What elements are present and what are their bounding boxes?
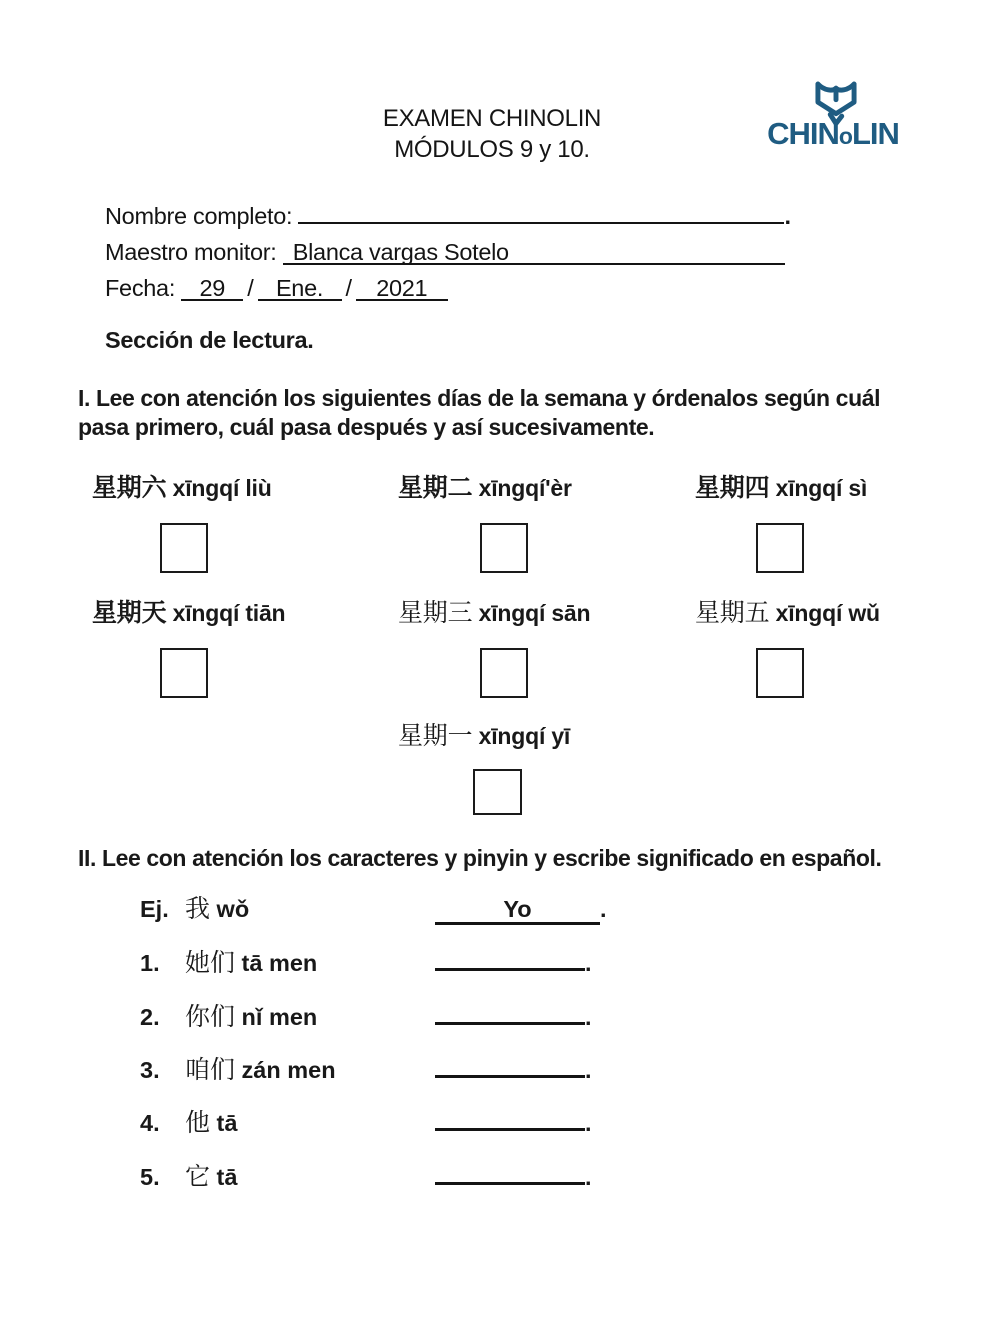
day-hanzi: 星期四: [695, 474, 770, 502]
item-number: 4.: [140, 1110, 160, 1136]
day-hanzi: 星期二: [398, 474, 473, 502]
translate-item-row: [140, 996, 920, 1033]
day-label: [92, 593, 285, 629]
item-number: 2.: [140, 1004, 160, 1030]
day-label: [398, 593, 590, 629]
translate-item-row: [140, 1156, 920, 1193]
day-cell-sunday: [92, 593, 285, 698]
logo-wordmark: [748, 118, 918, 152]
day-pinyin: xīngqí'èr: [478, 475, 572, 501]
item-answer-line[interactable]: [435, 1156, 585, 1185]
day-hanzi: 星期一: [398, 722, 473, 750]
order-answer-box[interactable]: [473, 769, 522, 815]
date-separator-2: /: [345, 275, 352, 301]
day-label: [92, 468, 272, 504]
logo-text-o: o: [838, 123, 852, 149]
date-separator-1: /: [247, 275, 254, 301]
item-period: .: [585, 950, 592, 976]
order-answer-box[interactable]: [480, 523, 528, 573]
day-cell-tuesday: [398, 468, 572, 573]
day-cell-thursday: [695, 468, 867, 573]
title-line-1: EXAMEN CHINOLIN: [382, 105, 602, 132]
date-label: Fecha:: [105, 275, 176, 301]
item-term: [185, 1157, 435, 1193]
order-answer-box[interactable]: [756, 523, 804, 573]
day-label: [695, 593, 880, 629]
item-pinyin: zán men: [241, 1057, 336, 1083]
item-pinyin: tā men: [241, 950, 318, 976]
day-label: [398, 716, 570, 752]
item-pinyin: nǐ men: [241, 1004, 318, 1030]
item-pinyin: tā: [216, 1164, 238, 1190]
example-term: [185, 889, 435, 925]
item-answer-line[interactable]: [435, 942, 585, 971]
item-term: [185, 1103, 435, 1139]
section1-instructions: I. Lee con atención los siguientes días de la semana y órdenalos según cuál pasa primero, cuál pasa después y así sucesivamente.: [78, 385, 881, 440]
item-answer-line[interactable]: [435, 1102, 585, 1131]
teacher-input-line[interactable]: Blanca vargas Sotelo: [283, 239, 785, 265]
translate-item-row: [140, 942, 920, 979]
example-hanzi: 我: [185, 895, 211, 923]
name-input-line[interactable]: [298, 198, 784, 224]
day-label: [695, 468, 867, 504]
day-hanzi: 星期五: [695, 599, 770, 627]
item-pinyin: tā: [216, 1110, 238, 1136]
example-label: Ej.: [140, 896, 169, 922]
date-month-line[interactable]: Ene.: [258, 275, 342, 301]
example-period: .: [600, 896, 607, 922]
days-ordering-grid: [0, 468, 1000, 818]
name-row: [105, 198, 905, 230]
example-row: [140, 889, 920, 925]
section2-instructions: II. Lee con atención los caracteres y pinyin y escribe significado en español.: [78, 845, 882, 871]
item-answer-line[interactable]: [435, 1049, 585, 1078]
item-term: [185, 997, 435, 1033]
translate-item-row: [140, 1049, 920, 1086]
item-term: [185, 943, 435, 979]
teacher-label: Maestro monitor:: [105, 239, 277, 265]
name-label: Nombre completo:: [105, 203, 293, 229]
date-row: [105, 275, 905, 302]
order-answer-box[interactable]: [160, 523, 208, 573]
day-hanzi: 星期三: [398, 599, 473, 627]
item-hanzi: 你们: [185, 1003, 236, 1031]
logo-text-pre: CHIN: [767, 116, 839, 151]
item-hanzi: 他: [185, 1109, 211, 1137]
day-label: [398, 468, 572, 504]
reading-section-heading: Sección de lectura.: [105, 327, 314, 353]
item-answer-line[interactable]: [435, 996, 585, 1025]
item-hanzi: 它: [185, 1163, 211, 1191]
day-hanzi: 星期六: [92, 474, 167, 502]
day-cell-saturday: [92, 468, 272, 573]
logo-text-post: LIN: [851, 116, 899, 151]
day-pinyin: xīngqí sì: [775, 475, 868, 501]
day-hanzi: 星期天: [92, 599, 167, 627]
chinolin-logo: [748, 84, 918, 156]
day-cell-wednesday: [398, 593, 590, 698]
item-period: .: [585, 1004, 592, 1030]
day-pinyin: xīngqí liù: [172, 475, 272, 501]
title-line-2: MÓDULOS 9 y 10.: [394, 136, 590, 163]
day-cell-friday: [695, 593, 880, 698]
name-period: .: [784, 203, 791, 229]
translate-item-row: [140, 1102, 920, 1139]
day-pinyin: xīngqí yī: [478, 723, 571, 749]
item-number: 3.: [140, 1057, 160, 1083]
day-pinyin: xīngqí sān: [478, 600, 591, 626]
teacher-row: [105, 239, 905, 266]
student-info-form: [105, 198, 905, 311]
item-period: .: [585, 1110, 592, 1136]
item-number: 5.: [140, 1164, 160, 1190]
example-answer-line: Yo: [435, 896, 600, 925]
order-answer-box[interactable]: [160, 648, 208, 698]
item-hanzi: 她们: [185, 949, 236, 977]
day-pinyin: xīngqí wǔ: [775, 600, 880, 626]
item-hanzi: 咱们: [185, 1056, 236, 1084]
example-pinyin: wǒ: [216, 896, 250, 922]
item-term: [185, 1050, 435, 1086]
date-day-line[interactable]: 29: [181, 275, 243, 301]
order-answer-box[interactable]: [480, 648, 528, 698]
order-answer-box[interactable]: [756, 648, 804, 698]
day-pinyin: xīngqí tiān: [172, 600, 286, 626]
date-year-line[interactable]: 2021: [356, 275, 448, 301]
item-number: 1.: [140, 950, 160, 976]
item-period: .: [585, 1164, 592, 1190]
item-period: .: [585, 1057, 592, 1083]
day-cell-monday: [398, 716, 570, 815]
